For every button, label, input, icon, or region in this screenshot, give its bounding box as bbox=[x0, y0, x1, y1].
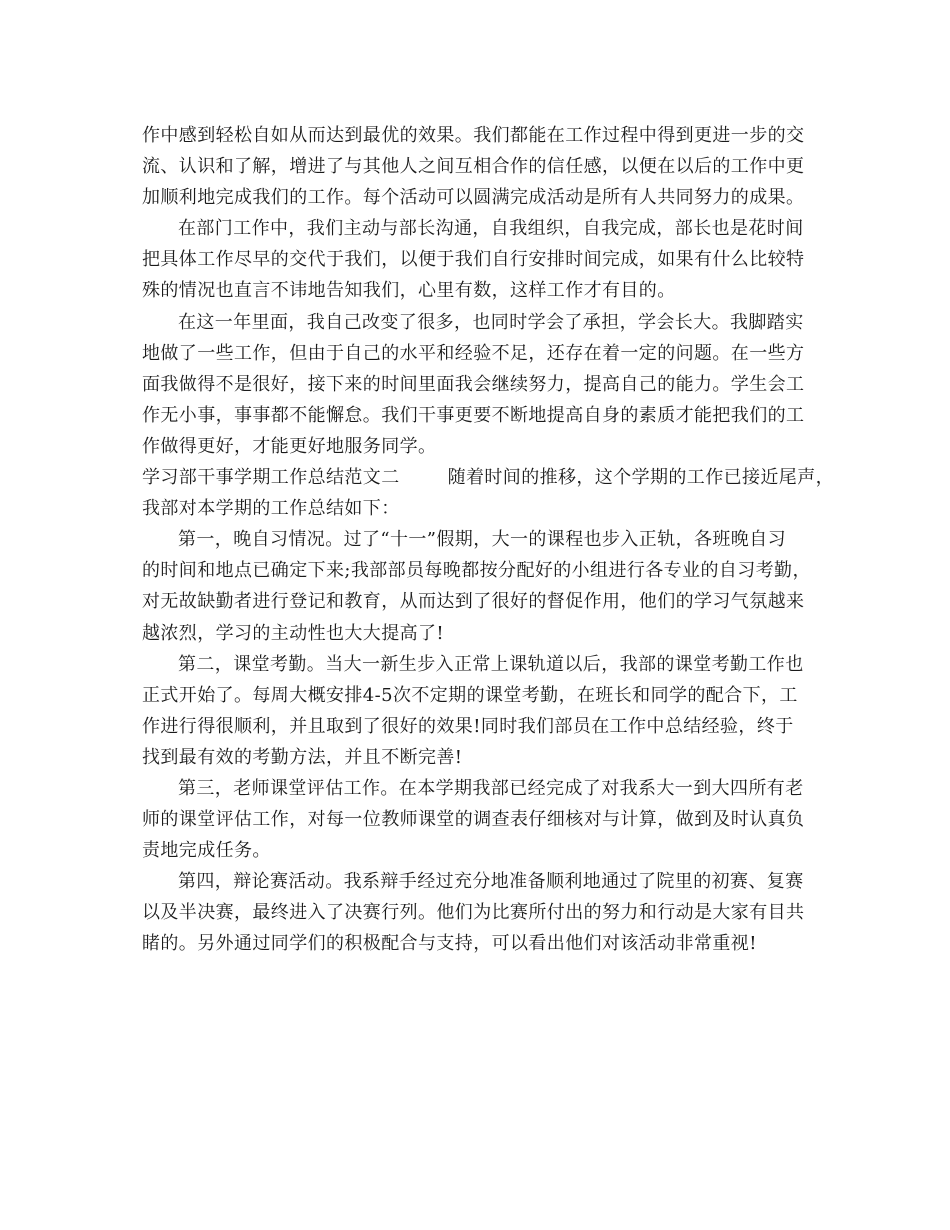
text-line: 对无故缺勤者进行登记和教育，从而达到了很好的督促作用，他们的学习气氛越来 bbox=[142, 591, 805, 613]
text-line: 师的课堂评估工作，对每一位教师课堂的调查表仔细核对与计算，做到及时认真负 bbox=[142, 809, 805, 831]
text-line: 面我做得不是很好，接下来的时间里面我会继续努力，提高自己的能力。学生会工 bbox=[142, 373, 805, 395]
text-line: 第四，辩论赛活动。我系辩手经过充分地准备顺利地通过了院里的初赛、复赛 bbox=[178, 871, 804, 893]
text-line: 地做了一些工作，但由于自己的水平和经验不足，还存在着一定的问题。在一些方 bbox=[142, 342, 805, 364]
document-body bbox=[142, 120, 835, 960]
paragraph bbox=[142, 866, 822, 959]
text-line: 作做得更好，才能更好地服务同学。 bbox=[142, 435, 437, 457]
text-line: 越浓烈，学习的主动性也大大提高了! bbox=[142, 622, 445, 644]
paragraph bbox=[142, 649, 822, 773]
text-line: 睹的。另外通过同学们的积极配合与支持，可以看出他们对该活动非常重视! bbox=[142, 933, 757, 955]
paragraph bbox=[142, 307, 822, 462]
text-line: 作无小事，事事都不能懈怠。我们干事更要不断地提高自身的素质才能把我们的工 bbox=[142, 404, 805, 426]
paragraph bbox=[142, 773, 822, 866]
text-line: 第二，课堂考勤。当大一新生步入正常上课轨道以后，我部的课堂考勤工作也 bbox=[178, 653, 804, 675]
text-line: 在部门工作中，我们主动与部长沟通，自我组织，自我完成，部长也是花时间 bbox=[178, 218, 804, 240]
paragraph bbox=[142, 120, 822, 213]
text-line: 随着时间的推移，这个学期的工作已接近尾声， bbox=[447, 467, 835, 489]
paragraph bbox=[142, 213, 822, 306]
text-line: 我部对本学期的工作总结如下： bbox=[142, 498, 400, 520]
text-line: 第一，晚自习情况。过了“十一”假期，大一的课程也步入正轨，各班晚自习 bbox=[178, 529, 787, 551]
text-line: 第三，老师课堂评估工作。在本学期我部已经完成了对我系大一到大四所有老 bbox=[178, 777, 804, 799]
text-line: 正式开始了。每周大概安排4-5次不定期的课堂考勤，在班长和同学的配合下，工 bbox=[142, 684, 798, 706]
text-line: 以及半决赛，最终进入了决赛行列。他们为比赛所付出的努力和行动是大家有目共 bbox=[142, 902, 805, 924]
section-heading-line bbox=[142, 462, 835, 493]
section-title: 学习部干事学期工作总结范文二 bbox=[142, 467, 400, 489]
text-line: 的时间和地点已确定下来;我部部员每晚都按分配好的小组进行各专业的自习考勤， bbox=[142, 560, 811, 582]
text-line: 作进行得很顺利，并且取到了很好的效果!同时我们部员在工作中总结经验，终于 bbox=[142, 715, 794, 737]
text-line: 把具体工作尽早的交代于我们，以便于我们自行安排时间完成，如果有什么比较特 bbox=[142, 249, 805, 271]
paragraph bbox=[142, 524, 822, 648]
text-line: 责地完成任务。 bbox=[142, 840, 271, 862]
text-line: 殊的情况也直言不讳地告知我们，心里有数，这样工作才有目的。 bbox=[142, 280, 676, 302]
text-line: 加顺利地完成我们的工作。每个活动可以圆满完成活动是所有人共同努力的成果。 bbox=[142, 187, 805, 209]
text-line: 作中感到轻松自如从而达到最优的效果。我们都能在工作过程中得到更进一步的交 bbox=[142, 125, 805, 146]
text-line: 在这一年里面，我自己改变了很多，也同时学会了承担，学会长大。我脚踏实 bbox=[178, 311, 804, 333]
text-line: 找到最有效的考勤方法，并且不断完善! bbox=[142, 746, 463, 768]
text-line: 流、认识和了解，增进了与其他人之间互相合作的信任感，以便在以后的工作中更 bbox=[142, 156, 805, 178]
